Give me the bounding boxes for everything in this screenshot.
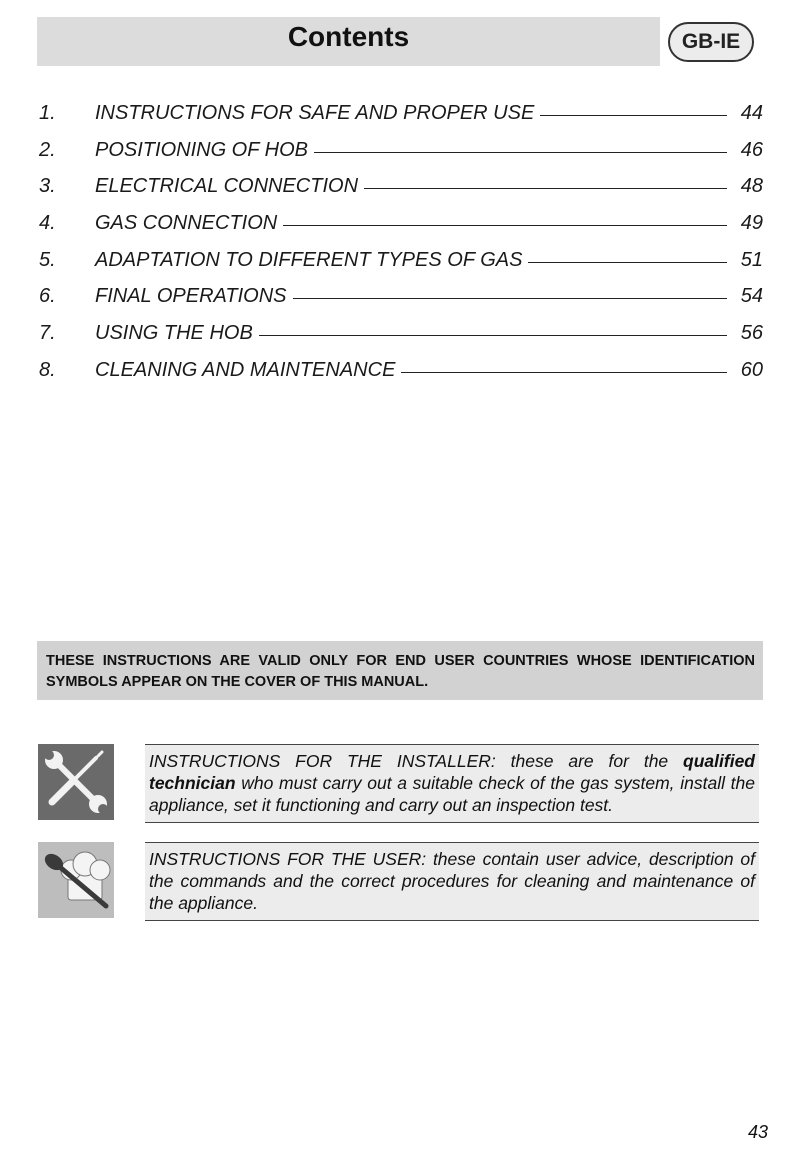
toc-entry[interactable] — [37, 169, 767, 206]
toc-entry[interactable] — [37, 133, 767, 170]
toc-title: CLEANING AND MAINTENANCE — [95, 358, 396, 381]
page-number: 43 — [748, 1122, 769, 1142]
toc-leader-line — [364, 188, 727, 189]
toc-number: 3. — [39, 175, 56, 198]
installer-text-emphasis: qualified technician — [149, 751, 755, 793]
toc-entry[interactable] — [37, 243, 767, 280]
toc-entry[interactable] — [37, 279, 767, 316]
toc-leader-line — [314, 152, 727, 153]
header-bar — [37, 17, 660, 66]
toc-leader-line — [293, 298, 727, 299]
toc-entry[interactable] — [37, 353, 767, 390]
toc-number: 5. — [39, 248, 56, 271]
toc-title: ADAPTATION TO DIFFERENT TYPES OF GAS — [95, 248, 523, 271]
toc-page: 56 — [740, 322, 763, 345]
toc-page: 48 — [740, 175, 763, 198]
toc-number: 4. — [39, 212, 56, 235]
toc-title: ELECTRICAL CONNECTION — [95, 175, 359, 198]
toc-entry[interactable] — [37, 206, 767, 243]
toc-title: INSTRUCTIONS FOR SAFE AND PROPER USE — [95, 102, 535, 124]
toc-title: POSITIONING OF HOB — [95, 138, 308, 161]
toc-page: 60 — [740, 358, 763, 381]
toc-leader-line — [259, 335, 727, 336]
toc-title: FINAL OPERATIONS — [95, 285, 287, 308]
installer-text-rest: who must carry out a suitable check of the gas system, install the appliance, set it functioning and carry out an inspection test. — [149, 773, 755, 815]
installer-text — [145, 744, 759, 823]
toc-number: 6. — [39, 285, 56, 308]
toc-leader-line — [540, 115, 727, 116]
toc-number: 8. — [39, 358, 56, 381]
toc-number: 1. — [39, 102, 56, 124]
toc-title: GAS CONNECTION — [95, 212, 278, 235]
toc-page: 46 — [740, 138, 763, 161]
toc-number: 7. — [39, 322, 56, 345]
toc-entry[interactable] — [37, 96, 767, 133]
table-of-contents — [37, 96, 767, 390]
toc-leader-line — [283, 225, 727, 226]
installer-text-lead: INSTRUCTIONS FOR THE INSTALLER: these are for the — [149, 751, 684, 771]
wrench-screwdriver-icon — [38, 744, 114, 820]
toc-page: 44 — [740, 102, 763, 124]
toc-leader-line — [401, 372, 727, 373]
toc-page: 51 — [740, 248, 763, 271]
toc-page: 49 — [740, 212, 763, 235]
toc-title: USING THE HOB — [95, 322, 253, 345]
language-badge: GB-IE — [668, 22, 754, 62]
validity-notice: THESE INSTRUCTIONS ARE VALID ONLY FOR END USER COUNTRIES WHOSE IDENTIFICATION SYMBOLS APPEAR ON THE COVER OF THIS MANUAL. — [37, 641, 763, 700]
toc-entry[interactable] — [37, 316, 767, 353]
toc-leader-line — [528, 262, 727, 263]
toc-number: 2. — [39, 138, 56, 161]
spoon-chef-hat-icon — [38, 842, 114, 918]
toc-page: 54 — [740, 285, 763, 308]
user-text: INSTRUCTIONS FOR THE USER: these contain user advice, description of the commands and the correct procedures for cleaning and maintenance of the appliance. — [145, 842, 759, 921]
page-title: Contents — [287, 21, 410, 52]
